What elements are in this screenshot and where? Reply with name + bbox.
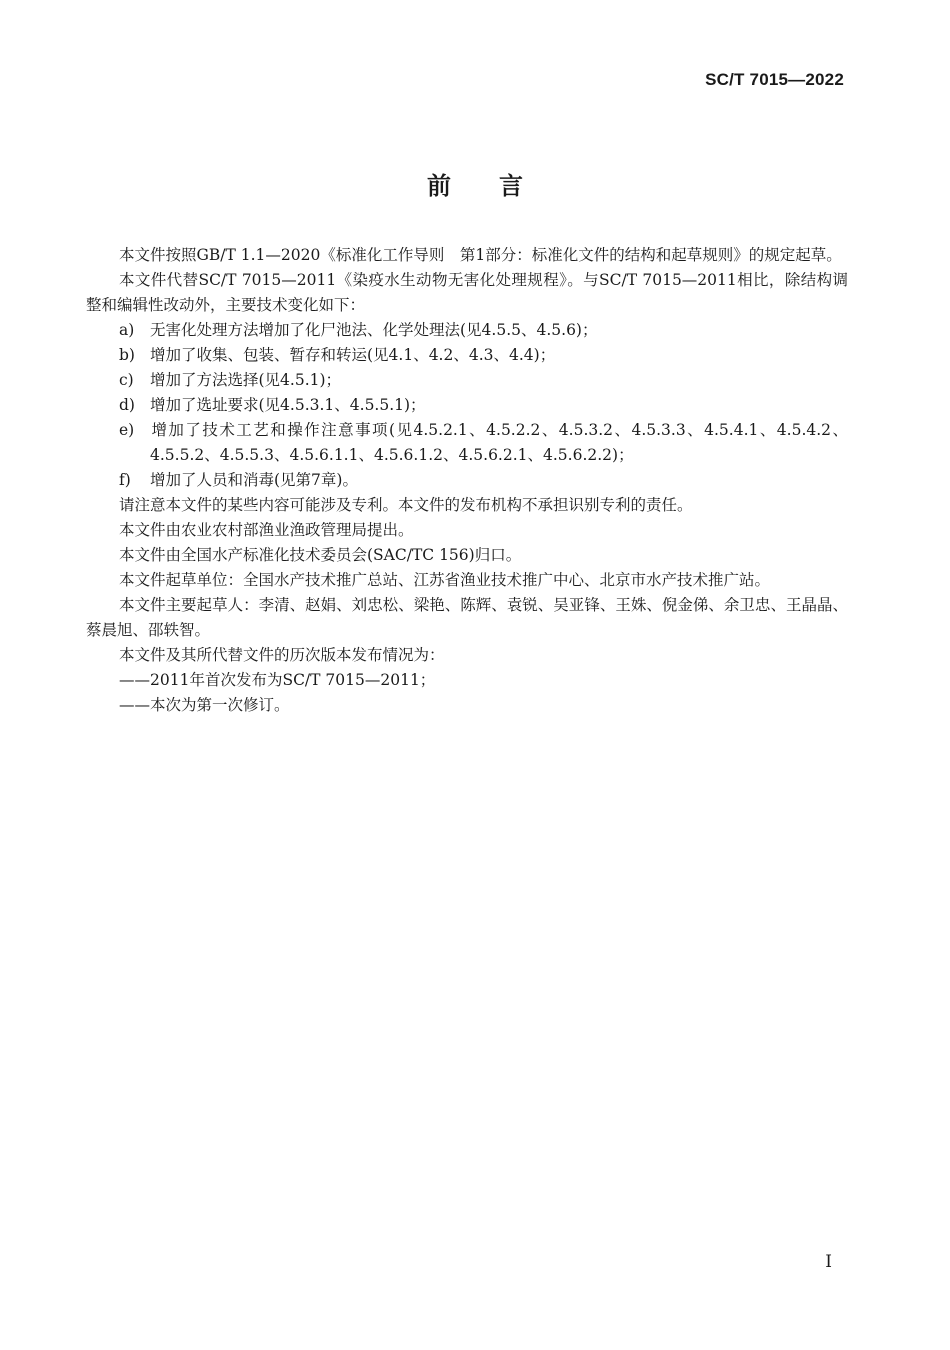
list-marker: c)	[119, 371, 134, 389]
paragraph-drafters: 本文件主要起草人：李清、赵娟、刘忠松、梁艳、陈辉、袁锐、吴亚锋、王姝、倪金俤、余卫忠、王晶晶、蔡晨旭、邵轶智。	[86, 596, 848, 639]
document-code: SC/T 7015—2022	[705, 70, 844, 89]
page-title: 前言	[427, 172, 571, 200]
paragraph-committee: 本文件由全国水产标准化技术委员会(SAC/TC 156)归口。	[119, 546, 522, 564]
list-item-text: 增加了人员和消毒(见第7章)。	[150, 471, 358, 489]
paragraph-drafting-rules: 本文件按照GB/T 1.1—2020《标准化工作导则 第1部分：标准化文件的结构和起草规则》的规定起草。	[119, 246, 842, 264]
paragraph-replacement: 本文件代替SC/T 7015—2011《染疫水生动物无害化处理规程》。与SC/T 7015—2011相比，除结构调整和编辑性改动外，主要技术变化如下：	[86, 271, 848, 314]
list-item-text: 增加了收集、包装、暂存和转运(见4.1、4.2、4.3、4.4)；	[150, 346, 556, 364]
list-marker: e)	[119, 421, 135, 439]
list-marker: b)	[119, 346, 135, 364]
changes-list	[86, 318, 848, 493]
list-item-text: 无害化处理方法增加了化尸池法、化学处理法(见4.5.5、4.5.6)；	[150, 321, 598, 339]
list-item	[86, 343, 848, 368]
list-marker: f)	[119, 471, 131, 489]
page-number: I	[825, 1252, 832, 1272]
paragraph-proposer: 本文件由农业农村部渔业渔政管理局提出。	[119, 521, 414, 539]
foreword-body	[86, 243, 848, 718]
list-marker: d)	[119, 396, 135, 414]
list-item-text: 增加了技术工艺和操作注意事项(见4.5.2.1、4.5.2.2、4.5.3.2、4.5.3.3、4.5.4.1、4.5.4.2、4.5.5.2、4.5.5.3、4.5.6.1.1、4.5.6.1.2、4.5.6.2.1、4.5.6.2.2)；	[150, 421, 848, 464]
list-item	[86, 318, 848, 343]
list-marker: a)	[119, 321, 135, 339]
list-item	[86, 468, 848, 493]
list-item	[86, 393, 848, 418]
paragraph-patent-notice: 请注意本文件的某些内容可能涉及专利。本文件的发布机构不承担识别专利的责任。	[119, 496, 693, 514]
list-item	[86, 418, 848, 468]
paragraph-history-intro: 本文件及其所代替文件的历次版本发布情况为：	[119, 646, 445, 664]
list-item-text: 增加了方法选择(见4.5.1)；	[150, 371, 342, 389]
history-item: ——2011年首次发布为SC/T 7015—2011；	[119, 671, 436, 689]
list-item	[86, 368, 848, 393]
list-item-text: 增加了选址要求(见4.5.3.1、4.5.5.1)；	[150, 396, 426, 414]
paragraph-drafting-units: 本文件起草单位：全国水产技术推广总站、江苏省渔业技术推广中心、北京市水产技术推广站。	[119, 571, 771, 589]
history-item: ——本次为第一次修订。	[119, 696, 290, 714]
